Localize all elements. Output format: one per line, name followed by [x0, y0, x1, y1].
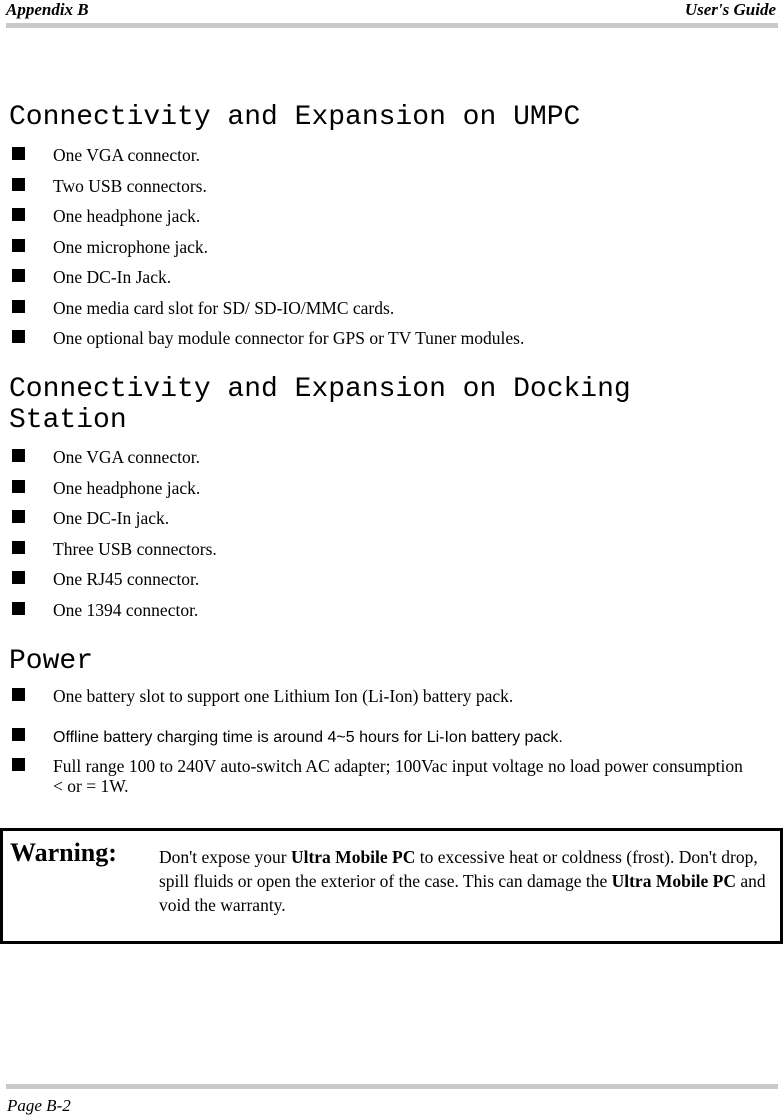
square-bullet-icon	[12, 541, 25, 554]
list-item-text: One headphone jack.	[53, 477, 201, 498]
list-item-text: One DC-In Jack.	[53, 267, 172, 287]
warning-box	[0, 828, 783, 944]
square-bullet-icon	[12, 239, 25, 252]
warning-text	[159, 845, 779, 917]
list-item-text: One 1394 connector.	[53, 599, 199, 620]
header-rule	[6, 23, 778, 28]
list-item	[12, 237, 524, 268]
square-bullet-icon	[12, 449, 25, 462]
list-item-text: One media card slot for SD/ SD-IO/MMC cards.	[53, 297, 395, 318]
list-item	[12, 206, 524, 237]
list-item	[12, 508, 217, 539]
list-item-text: Two USB connectors.	[53, 175, 207, 196]
square-bullet-icon	[12, 330, 25, 343]
list-item	[12, 726, 752, 756]
dock-list	[12, 447, 217, 630]
heading-umpc: Connectivity and Expansion on UMPC	[9, 102, 581, 133]
list-item-text: Offline battery charging time is around 4~5 hours for Li-Ion battery pack.	[53, 729, 563, 746]
list-item-text: One battery slot to support one Lithium Ion (Li-Ion) battery pack.	[53, 686, 514, 706]
header-section-label: Appendix B	[6, 0, 89, 19]
list-item	[12, 569, 217, 600]
list-item	[12, 328, 524, 359]
heading-docking-station: Connectivity and Expansion on Docking Station	[9, 374, 631, 436]
square-bullet-icon	[12, 602, 25, 615]
power-list	[12, 686, 752, 796]
list-item-text: One optional bay module connector for GPS or TV Tuner modules.	[53, 328, 525, 348]
square-bullet-icon	[12, 269, 25, 282]
square-bullet-icon	[12, 571, 25, 584]
list-item	[12, 756, 752, 796]
list-item-text: Full range 100 to 240V auto-switch AC adapter; 100Vac input voltage no load power consumption < or = 1W.	[53, 756, 743, 796]
square-bullet-icon	[12, 688, 25, 701]
warning-text-part: to excessive heat or coldness (frost). Don't drop, spill fluids or open the exterior of the case. This can damage the	[159, 847, 758, 891]
list-item-text: One RJ45 connector.	[53, 569, 200, 589]
heading-power: Power	[9, 646, 94, 677]
square-bullet-icon	[12, 510, 25, 523]
list-item	[12, 539, 217, 570]
list-item	[12, 267, 524, 298]
square-bullet-icon	[12, 178, 25, 191]
list-item-text: One VGA connector.	[53, 447, 200, 467]
list-item	[12, 447, 217, 478]
square-bullet-icon	[12, 758, 25, 771]
list-item	[12, 176, 524, 207]
warning-product-name: Ultra Mobile PC	[611, 871, 737, 891]
list-item-text: Three USB connectors.	[53, 538, 217, 559]
warning-label: Warning:	[10, 838, 117, 867]
square-bullet-icon	[12, 147, 25, 160]
list-item	[12, 600, 217, 631]
list-item	[12, 478, 217, 509]
warning-text-part: and void the warranty.	[159, 871, 766, 915]
list-item	[12, 298, 524, 329]
square-bullet-icon	[12, 728, 25, 741]
list-item-text: One DC-In jack.	[53, 508, 170, 528]
header-guide-title: User's Guide	[684, 0, 776, 19]
list-item	[12, 145, 524, 176]
square-bullet-icon	[12, 208, 25, 221]
umpc-list	[12, 145, 524, 359]
list-item-text: One VGA connector.	[53, 145, 200, 165]
warning-product-name: Ultra Mobile PC	[290, 847, 416, 867]
warning-text-part: Don't expose your	[159, 847, 291, 867]
footer-rule	[6, 1084, 778, 1089]
list-item-text: One microphone jack.	[53, 236, 209, 257]
square-bullet-icon	[12, 300, 25, 313]
list-item	[12, 686, 752, 726]
list-item-text: One headphone jack.	[53, 206, 201, 226]
page-number: Page B-2	[7, 1096, 71, 1115]
square-bullet-icon	[12, 480, 25, 493]
